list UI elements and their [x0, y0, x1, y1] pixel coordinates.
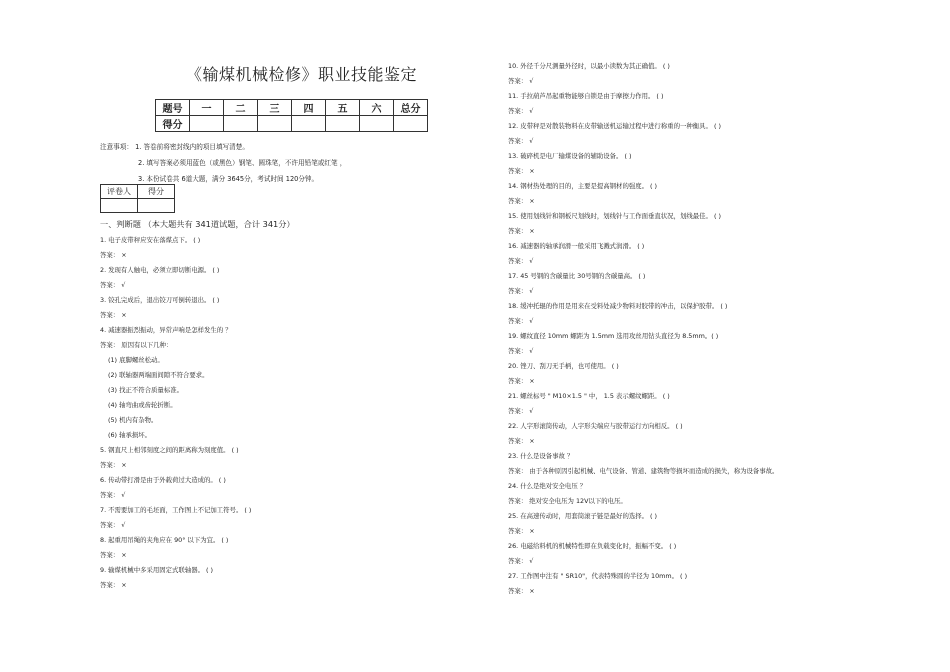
- score-header-cell: 四: [292, 100, 326, 116]
- grader-score-cell[interactable]: [138, 199, 175, 213]
- grader-score-label: 得分: [138, 185, 175, 199]
- answer-line: 答案： √: [508, 137, 534, 145]
- note-line: 注意事项： 1. 答卷前将密封线内的项目填写清楚。: [100, 143, 249, 151]
- question-line: 19. 螺纹直径 10mm 螺距为 1.5mm 选用攻丝用钻头直径为 8.5mm。( ): [508, 332, 719, 340]
- grader-name-cell[interactable]: [101, 199, 138, 213]
- question-line: 26. 电磁给料机的机械特性即在负载变化时，振幅不变。 ( ): [508, 542, 677, 550]
- answer-line: 答案： √: [508, 287, 534, 295]
- score-cell[interactable]: [326, 116, 360, 132]
- question-line: 5. 钢直尺上相邻刻度之间的距离称为刻度值。 ( ): [100, 446, 239, 454]
- score-header-cell: 五: [326, 100, 360, 116]
- answer-line: 答案： √: [508, 107, 534, 115]
- answer-item: (2) 联轴器两端面间隙不符合要求。: [108, 371, 209, 379]
- answer-line: 答案： ×: [508, 167, 535, 175]
- question-line: 27. 工作图中注有 " SR10"，代表特殊圆的半径为 10mm。 ( ): [508, 572, 688, 580]
- score-row-label: 得分: [156, 116, 190, 132]
- answer-line: 答案： ×: [100, 311, 127, 319]
- answer-line: 答案： ×: [508, 527, 535, 535]
- answer-line: 答案： √: [508, 557, 534, 565]
- question-line: 6. 传动带打滑是由于外载荷过大造成的。 ( ): [100, 476, 226, 484]
- score-cell[interactable]: [360, 116, 394, 132]
- answer-line: 答案： ×: [100, 581, 127, 589]
- answer-line: 答案： √: [100, 521, 126, 529]
- score-cell[interactable]: [190, 116, 224, 132]
- answer-line: 答案： 原因有以下几种：: [100, 341, 173, 349]
- score-cell[interactable]: [224, 116, 258, 132]
- answer-item: (3) 找正不符合质量标准。: [108, 386, 183, 394]
- answer-item: (6) 轴承损坏。: [108, 431, 152, 439]
- score-cell[interactable]: [394, 116, 428, 132]
- answer-line: 答案： ×: [508, 587, 535, 595]
- score-header-cell: 总分: [394, 100, 428, 116]
- score-cell[interactable]: [258, 116, 292, 132]
- answer-line: 答案： √: [508, 317, 534, 325]
- score-table: [155, 99, 428, 132]
- answer-line: 答案： ×: [508, 227, 535, 235]
- question-line: 16. 减速器的轴承润滑一般采用飞溅式润滑。 ( ): [508, 242, 645, 250]
- answer-line: 答案： √: [100, 281, 126, 289]
- question-line: 11. 手拉葫芦吊起重物能够自锁是由于摩擦力作用。 ( ): [508, 92, 664, 100]
- answer-line: 答案： √: [508, 77, 534, 85]
- answer-item: (4) 轴弯曲或齿轮折断。: [108, 401, 177, 409]
- answer-line: 答案： ×: [100, 551, 127, 559]
- answer-line: 答案： √: [508, 407, 534, 415]
- answer-line: 答案： ×: [508, 437, 535, 445]
- question-line: 25. 在高速传动时，用套筒滚子链是最好的选择。 ( ): [508, 512, 658, 520]
- score-header-cell: 三: [258, 100, 292, 116]
- question-line: 1. 电子皮带秤应安在落煤点下。 ( ): [100, 236, 201, 244]
- note-line: 2. 填写答案必须用蓝色（或黑色）钢笔、圆珠笔，不许用铅笔或红笔 ，: [138, 159, 347, 167]
- question-line: 18. 缓冲托辊的作用是用来在受料处减少物料对胶带的冲击，以保护胶带。 ( ): [508, 302, 728, 310]
- question-line: 15. 使用划线针和钢板尺划线时，划线针与工作面垂直状况，划线最佳。 ( ): [508, 212, 721, 220]
- score-header-cell: 二: [224, 100, 258, 116]
- grader-label: 评卷人: [101, 185, 138, 199]
- answer-line: 答案： √: [508, 347, 534, 355]
- score-header-cell: 题号: [156, 100, 190, 116]
- question-line: 8. 起重用吊绳的夹角应在 90° 以下为宜。 ( ): [100, 536, 229, 544]
- note-line: 3. 本份试卷共 6道大题，满分 3645分，考试时间 120分钟。: [138, 175, 319, 183]
- exam-notes: [100, 139, 346, 187]
- question-line: 20. 锉刀、刮刀无手柄，也可使用。 ( ): [508, 362, 619, 370]
- score-cell[interactable]: [292, 116, 326, 132]
- answer-line: 答案： ×: [508, 197, 535, 205]
- right-column: [508, 59, 778, 599]
- question-line: 22. 人字形滚筒传动，人字形尖端应与胶带运行方向相反。 ( ): [508, 422, 683, 430]
- grader-table: [100, 184, 175, 213]
- question-line: 2. 发现有人触电，必须立即切断电源。 ( ): [100, 266, 220, 274]
- question-line: 12. 皮带秤是对散装物料在皮带输送机运输过程中进行称重的一种衡具。 ( ): [508, 122, 721, 130]
- answer-line: 答案： 绝对安全电压为 12V以下的电压。: [508, 497, 627, 505]
- page-title: 《输煤机械检修》职业技能鉴定: [186, 65, 418, 84]
- question-line: 3. 铰孔完成后，退出铰刀可倒转退出。 ( ): [100, 296, 220, 304]
- answer-line: 答案： ×: [100, 251, 127, 259]
- question-line: 21. 螺丝标号 " M10×1.5 " 中， 1.5 表示螺纹螺距。 ( ): [508, 392, 670, 400]
- section-title: 一、判断题 （本大题共有 341道试题，合计 341分）: [100, 219, 295, 229]
- answer-item: (1) 底脚螺丝松动。: [108, 356, 164, 364]
- answer-item: (5) 机内有杂物。: [108, 416, 158, 424]
- answer-line: 答案： √: [508, 257, 534, 265]
- answer-line: 答案： ×: [508, 377, 535, 385]
- question-line: 14. 钢材热处理的目的，主要是提高钢材的强度。 ( ): [508, 182, 658, 190]
- question-line: 13. 破碎机是电厂输煤设备的辅助设备。 ( ): [508, 152, 632, 160]
- question-line: 10. 外径千分尺测量外径时，以最小读数为其正确值。 ( ): [508, 62, 670, 70]
- score-header-cell: 六: [360, 100, 394, 116]
- question-line: 4. 减速器振烈振动，异常声响是怎样发生的 ？: [100, 326, 232, 334]
- left-column: [100, 233, 251, 593]
- question-line: 24. 什么是绝对安全电压 ？: [508, 482, 587, 490]
- score-header-cell: 一: [190, 100, 224, 116]
- answer-line: 答案： 由于各种原因引起机械、电气设备、管道、建筑物等损坏而造成的损失，称为设备事故。: [508, 467, 779, 475]
- answer-line: 答案： ×: [100, 461, 127, 469]
- question-line: 7. 不需要加工的毛坯面，工作图上不记加工符号。 ( ): [100, 506, 252, 514]
- question-line: 23. 什么是设备事故 ？: [508, 452, 574, 460]
- answer-line: 答案： √: [100, 491, 126, 499]
- question-line: 9. 输煤机械中多采用固定式联轴器。 ( ): [100, 566, 214, 574]
- question-line: 17. 45 号钢的含碳量比 30号钢的含碳量高。 ( ): [508, 272, 646, 280]
